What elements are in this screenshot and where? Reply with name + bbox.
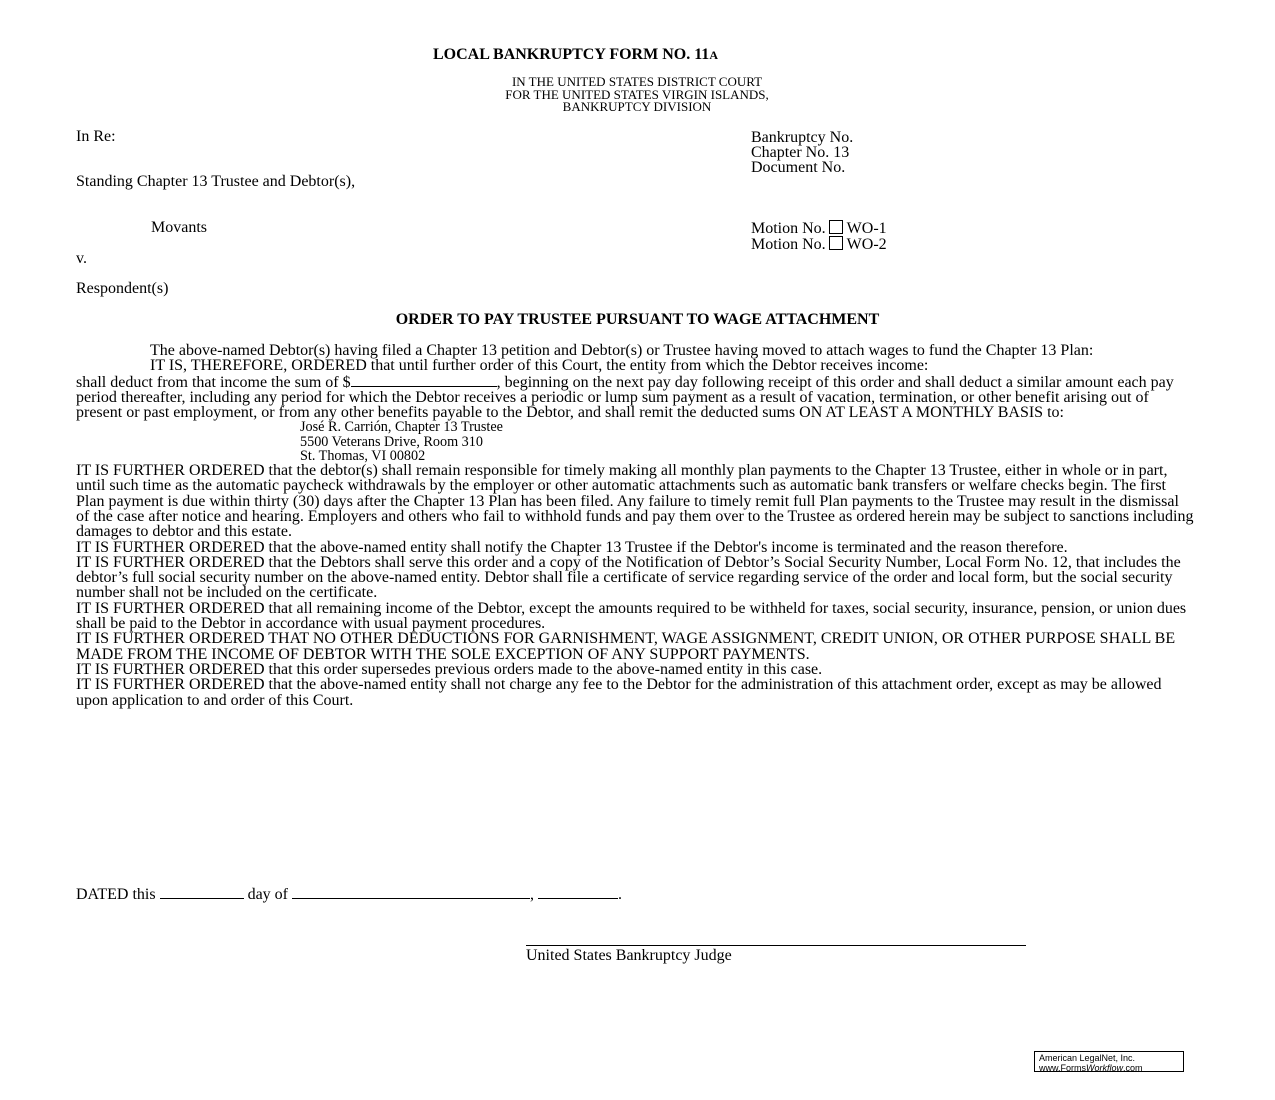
parties-label: Standing Chapter 13 Trustee and Debtor(s),: [76, 173, 356, 190]
chapter-no-label: Chapter No. 13: [751, 144, 850, 161]
motion-option-wo2: [751, 236, 887, 252]
court-line-2: FOR THE UNITED STATES VIRGIN ISLANDS,: [505, 86, 769, 102]
bankruptcy-no-label: Bankruptcy No.: [751, 129, 854, 146]
order-paragraph-8: IT IS FURTHER ORDERED THAT NO OTHER DEDUCTIONS FOR GARNISHMENT, WAGE ASSIGNMENT, CREDIT UNION, OR OTHER PURPOSE SHALL BE MADE FROM THE INCOME OF DEBTOR WITH THE SOLE EXCEPTION OF ANY SUPPORT PAYMENTS.: [76, 630, 1176, 663]
badge-line-1: American LegalNet, Inc.: [1039, 1053, 1136, 1063]
order-paragraph-6: IT IS FURTHER ORDERED that the Debtors shall serve this order and a copy of the Notification of Debtor’s Social Security Number, Local Form No. 12, that includes the debtor’s full social security number on the above-named entity. Debtor shall file a certificate of service regarding service of the order and local form, but the social security number shall not be included on the certificate.: [76, 553, 1181, 602]
motion-wo1-label: WO-1: [846, 220, 887, 237]
trustee-street: 5500 Veterans Drive, Room 310: [300, 433, 483, 450]
order-body: [76, 343, 1196, 708]
motion-wo1-checkbox[interactable]: [829, 220, 843, 234]
form-title-suffix: A: [709, 48, 718, 62]
dated-period: .: [618, 886, 622, 903]
deduction-text-before: shall deduct from that income the sum of $: [76, 373, 351, 391]
movants-label: Movants: [151, 219, 207, 236]
form-title-text: LOCAL BANKRUPTCY FORM NO. 11: [433, 46, 710, 63]
deduction-text-after: , beginning on the next pay day following receipt of this order and shall deduct a similar amount each pay period thereafter, including any period for which the Debtor receives a periodic or lump sum payment as a result of vacation, termination, or other benefit arising out of present or past employment, or from any other benefits payable to the Debtor, and shall remit the deducted sums ON AT LEAST A MONTHLY BASIS to:: [76, 373, 1174, 422]
motion-label-2: Motion No.: [751, 236, 826, 253]
order-paragraph-3: [76, 374, 1196, 421]
dated-line: [76, 886, 622, 904]
motion-options: [751, 220, 887, 252]
dated-prefix: DATED this: [76, 886, 156, 903]
court-line-1: IN THE UNITED STATES DISTRICT COURT: [511, 74, 763, 89]
order-paragraph-7: IT IS FURTHER ORDERED that all remaining income of the Debtor, except the amounts required to be withheld for taxes, social security, insurance, pension, or union dues shall be paid to the Debtor in accordance with usual payment procedures.: [76, 599, 1187, 633]
badge-url-part-2: Workflow: [1086, 1063, 1124, 1073]
order-paragraph-1: The above-named Debtor(s) having filed a Chapter 13 petition and Debtor(s) or Trustee having moved to attach wages to fund the Chapter 13 Plan:: [150, 342, 1094, 359]
form-title: [433, 46, 718, 64]
order-heading: ORDER TO PAY TRUSTEE PURSUANT TO WAGE ATTACHMENT: [395, 311, 880, 328]
badge-url-part-1: www.Forms: [1039, 1063, 1086, 1073]
judge-signature-line[interactable]: [526, 945, 1026, 946]
court-line-3: BANKRUPTCY DIVISION: [562, 99, 712, 114]
trustee-name: José R. Carrión, Chapter 13 Trustee: [300, 419, 503, 436]
dated-comma: ,: [530, 886, 534, 903]
case-numbers: [751, 130, 853, 175]
badge-line-2: [1039, 1063, 1181, 1073]
order-paragraph-9: IT IS FURTHER ORDERED that this order supersedes previous orders made to the above-named entity in this case.: [76, 660, 823, 678]
motion-wo2-label: WO-2: [846, 236, 887, 253]
order-paragraph-4: IT IS FURTHER ORDERED that the debtor(s) shall remain responsible for timely making all monthly plan payments to the Chapter 13 Trustee, either in whole or in part, until such time as the automatic paycheck withdrawals by the employer or other automatic attachments such as automatic bank transfers or welfare checks begin. The first Plan payment is due within thirty (30) days after the Chapter 13 Plan has been filed. Any failure to timely remit full Plan payments to the Trustee may result in the dismissal of the case after notice and hearing. Employers and others who fail to withhold funds and pay them over to the Trustee as ordered herein may be subject to sanctions including damages to debtor and this estate.: [76, 462, 1194, 541]
document-no-label: Document No.: [751, 159, 846, 176]
order-paragraph-2: IT IS, THEREFORE, ORDERED that until further order of this Court, the entity from which the Debtor receives income:: [150, 357, 929, 375]
versus-label: v.: [76, 250, 87, 267]
motion-label-1: Motion No.: [751, 220, 826, 237]
legalnet-badge: [1034, 1051, 1184, 1072]
dated-day-of: day of: [247, 886, 288, 903]
trustee-city: St. Thomas, VI 00802: [300, 447, 426, 464]
judge-label: United States Bankruptcy Judge: [526, 947, 732, 964]
court-heading: [337, 76, 937, 114]
trustee-address: [76, 420, 1196, 463]
in-re-label: In Re:: [76, 128, 116, 145]
order-paragraph-5: IT IS FURTHER ORDERED that the above-named entity shall notify the Chapter 13 Trustee if the Debtor's income is terminated and the reason therefore.: [76, 538, 1068, 556]
respondents-label: Respondent(s): [76, 280, 169, 297]
dated-day-field[interactable]: [160, 886, 244, 899]
motion-option-wo1: [751, 220, 887, 236]
deduction-amount-field[interactable]: [351, 374, 497, 387]
badge-url-part-3: .com: [1123, 1063, 1143, 1073]
dated-month-field[interactable]: [292, 886, 530, 899]
dated-year-field[interactable]: [538, 886, 618, 899]
order-paragraph-10: IT IS FURTHER ORDERED that the above-named entity shall not charge any fee to the Debtor for the administration of this attachment order, except as may be allowed upon application to and order of this Court.: [76, 676, 1162, 709]
motion-wo2-checkbox[interactable]: [829, 236, 843, 250]
